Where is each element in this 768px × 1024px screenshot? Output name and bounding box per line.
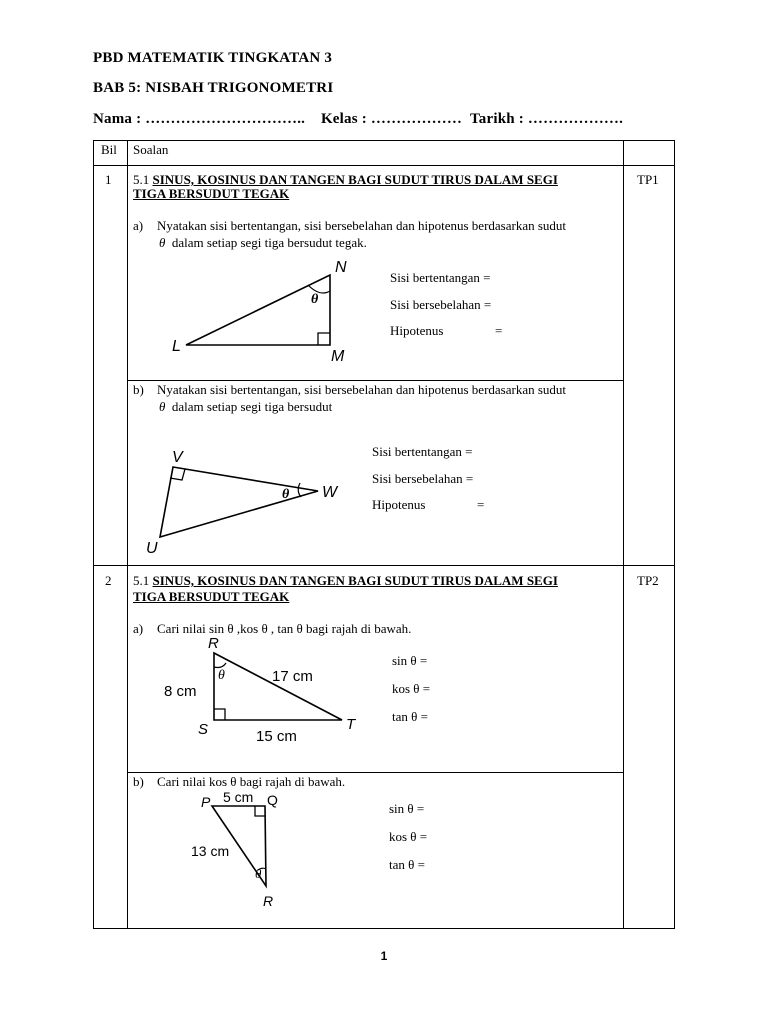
- q1b-label: b): [133, 382, 144, 397]
- vertex-q-label: Q: [267, 792, 278, 808]
- q1b-instruction-cont: θ dalam setiap segi tiga bersudut: [159, 399, 333, 414]
- q2-part-divider: [127, 772, 624, 773]
- side-st-length: 15 cm: [256, 728, 297, 745]
- q2b-tan-answer: tan θ =: [389, 857, 425, 872]
- vertex-v-label: V: [172, 449, 183, 466]
- triangle-pqr-figure: [185, 788, 305, 916]
- q2b-instruction: Cari nilai kos θ bagi rajah di bawah.: [157, 774, 346, 789]
- vertex-w-label: W: [322, 484, 338, 501]
- triangle-lmn-figure: [160, 255, 370, 370]
- right-angle-marker-s: [214, 709, 225, 720]
- triangle-rst: [214, 653, 342, 720]
- q1a-label: a): [133, 218, 144, 233]
- q2-section-heading: [133, 573, 558, 589]
- col-divider-bil: [127, 140, 128, 929]
- vertex-n-label: N: [335, 259, 347, 276]
- student-info-line: [93, 111, 623, 128]
- q1-tp-level: TP1: [637, 172, 659, 187]
- worksheet-title: PBD MATEMATIK TINGKATAN 3: [93, 50, 333, 66]
- tarikh-field: Tarikh : ……………….: [469, 111, 624, 127]
- q2-tp-level: TP2: [637, 573, 659, 588]
- vertex-s-label: S: [198, 721, 209, 738]
- q1b-hypotenuse-label: Hipotenus: [372, 497, 426, 512]
- table-border-bottom: [93, 928, 675, 929]
- side-rs-length: 8 cm: [164, 683, 197, 700]
- q1-part-divider: [127, 380, 624, 381]
- angle-theta-label: θ: [311, 292, 319, 307]
- col-header-bil: Bil: [101, 142, 117, 157]
- angle-arc-w: [298, 483, 301, 497]
- q2-section-title: SINUS, KOSINUS DAN TANGEN BAGI SUDUT TIRUS DALAM SEGI: [152, 573, 558, 588]
- kelas-field: Kelas : ………………: [320, 111, 463, 127]
- right-angle-marker-q: [255, 806, 265, 816]
- q1-section-title-cont: TIGA BERSUDUT TEGAK: [133, 186, 290, 201]
- col-divider-tp: [623, 140, 624, 929]
- chapter-title: BAB 5: NISBAH TRIGONOMETRI: [93, 80, 334, 96]
- q1b-instruction-text2: dalam setiap segi tiga bersudut: [171, 399, 333, 414]
- table-border-left: [93, 140, 94, 929]
- triangle-uvw: [160, 467, 318, 537]
- q2a-instruction: Cari nilai sin θ ,kos θ , tan θ bagi rajah di bawah.: [157, 621, 412, 636]
- q2b-sin-answer: sin θ =: [389, 801, 425, 816]
- triangle-uvw-figure: [140, 445, 350, 560]
- side-pr-length: 13 cm: [191, 843, 230, 859]
- q1-section-number: 5.1: [133, 172, 150, 187]
- q1-number: 1: [105, 172, 112, 187]
- vertex-r-label: R: [208, 635, 219, 652]
- vertex-r-label: R: [263, 893, 274, 909]
- vertex-t-label: T: [346, 716, 356, 733]
- angle-theta-label: θ: [282, 487, 290, 502]
- q1a-instruction-text2: dalam setiap segi tiga bersudut tegak.: [171, 235, 367, 250]
- q2-section-title-cont: TIGA BERSUDUT TEGAK: [133, 589, 290, 604]
- table-header-divider: [93, 165, 675, 166]
- q2b-label: b): [133, 774, 144, 789]
- q1a-opposite-answer: Sisi bertentangan =: [390, 270, 491, 285]
- q1a-hypotenuse-label: Hipotenus: [390, 323, 444, 338]
- row-divider: [93, 565, 675, 566]
- vertex-u-label: U: [146, 540, 158, 557]
- vertex-p-label: P: [201, 794, 211, 810]
- angle-theta-label: θ: [255, 866, 262, 881]
- q1b-instruction: Nyatakan sisi bertentangan, sisi bersebelahan dan hipotenus berdasarkan sudut: [157, 382, 567, 397]
- side-rt-length: 17 cm: [272, 668, 313, 685]
- page-number: 1: [380, 949, 388, 963]
- right-angle-marker-m: [318, 333, 330, 345]
- vertex-m-label: M: [331, 348, 345, 365]
- nama-field: Nama : …………………………..: [93, 111, 306, 127]
- vertex-l-label: L: [172, 338, 181, 355]
- triangle-rst-figure: [160, 635, 370, 750]
- q1b-opposite-answer: Sisi bertentangan =: [372, 444, 473, 459]
- table-border-right: [674, 140, 675, 929]
- q2a-sin-answer: sin θ =: [392, 653, 428, 668]
- q1a-instruction-cont: θ dalam setiap segi tiga bersudut tegak.: [159, 235, 367, 250]
- q2a-tan-answer: tan θ =: [392, 709, 428, 724]
- q2b-kos-answer: kos θ =: [389, 829, 428, 844]
- q1a-instruction: Nyatakan sisi bertentangan, sisi bersebelahan dan hipotenus berdasarkan sudut: [157, 218, 567, 233]
- side-pq-length: 5 cm: [223, 789, 254, 805]
- q1a-adjacent-answer: Sisi bersebelahan =: [390, 297, 492, 312]
- angle-arc-r: [214, 663, 226, 668]
- q2a-label: a): [133, 621, 144, 636]
- col-header-soalan: Soalan: [133, 142, 169, 157]
- q2a-kos-answer: kos θ =: [392, 681, 431, 696]
- q1b-hypotenuse-equals: =: [477, 497, 485, 512]
- q1b-adjacent-answer: Sisi bersebelahan =: [372, 471, 474, 486]
- q1a-hypotenuse-equals: =: [495, 323, 503, 338]
- table-border-top: [93, 140, 675, 141]
- angle-theta-label: θ: [218, 668, 225, 683]
- q2-number: 2: [105, 573, 112, 588]
- q1-section-title: SINUS, KOSINUS DAN TANGEN BAGI SUDUT TIRUS DALAM SEGI: [152, 172, 558, 187]
- q2-section-number: 5.1: [133, 573, 150, 588]
